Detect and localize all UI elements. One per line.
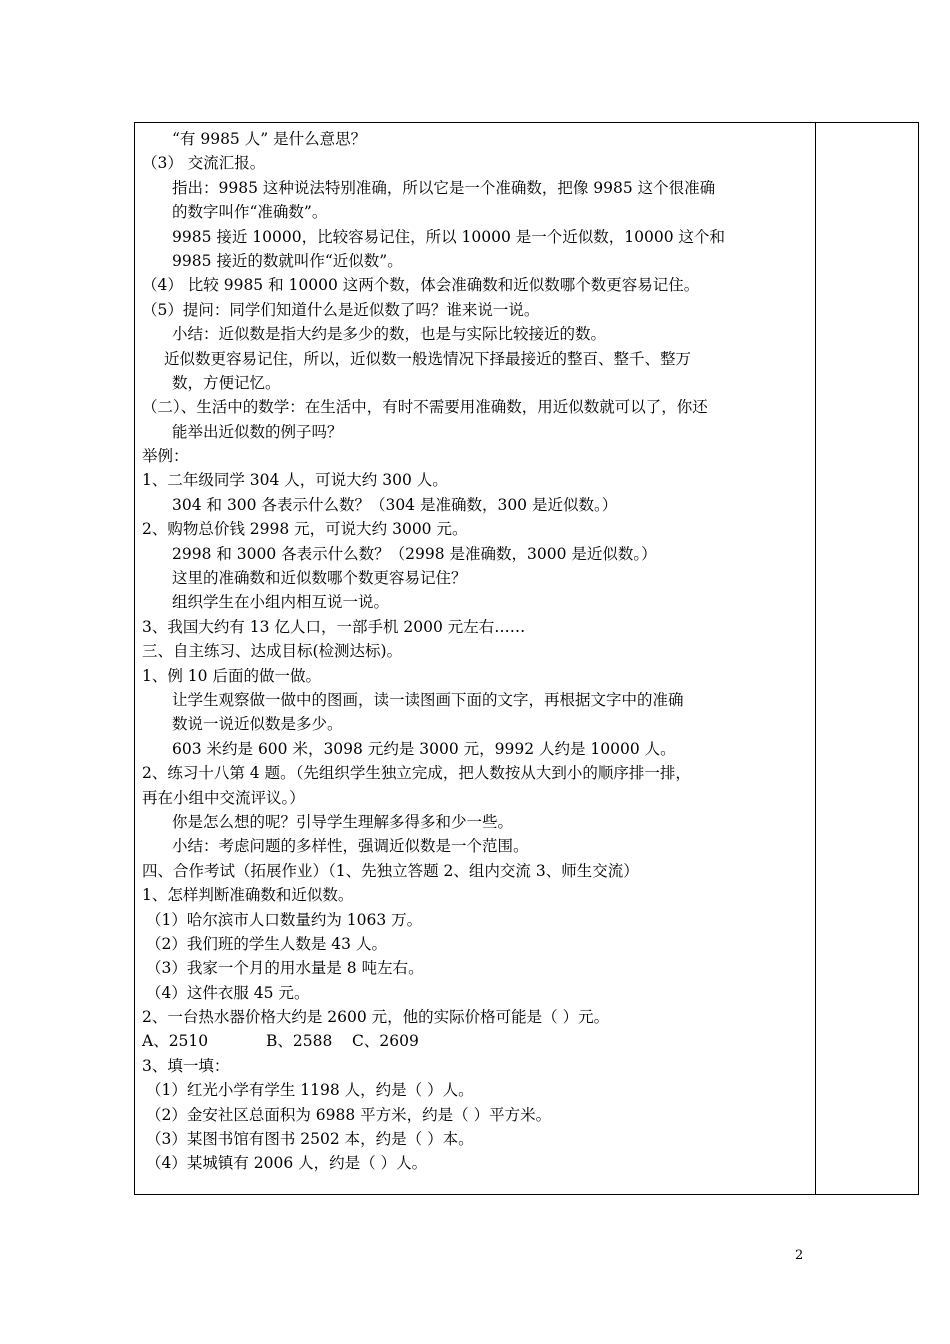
text-line: 1、二年级同学 304 人，可说大约 300 人。	[142, 471, 448, 490]
text-line: 举例：	[142, 447, 189, 466]
fill-in-block	[142, 1054, 810, 1176]
page-number: 2	[795, 1248, 804, 1263]
text-line: 304 和 300 各表示什么数？（304 是准确数，300 是近似数。）	[172, 495, 618, 514]
text-line: （4）这件衣服 45 元。	[146, 983, 310, 1002]
text-line: 四、合作考试（拓展作业）（1、先独立答题 2、组内交流 3、师生交流）	[142, 861, 639, 880]
lesson-content	[142, 127, 810, 1176]
text-line: 这里的准确数和近似数哪个数更容易记住？	[172, 569, 467, 588]
text-line: 小结：考虑问题的多样性，强调近似数是一个范围。	[172, 837, 529, 856]
text-line: 小结：近似数是指大约是多少的数，也是与实际比较接近的数。	[172, 325, 607, 344]
choice-a: A、2510	[142, 1032, 209, 1051]
text-line: “有 9985 人” 是什么意思？	[172, 130, 367, 148]
choice-b: B、2588	[266, 1032, 333, 1051]
text-line: 3、填一填：	[142, 1056, 230, 1075]
text-line: 能举出近似数的例子吗？	[172, 422, 343, 441]
text-line: 603 米约是 600 米，3098 元约是 3000 元，9992 人约是 10000 人。	[172, 739, 676, 758]
table-column-divider	[815, 122, 816, 1195]
choice-c: C、2609	[352, 1032, 419, 1051]
text-line: 近似数更容易记住，所以，近似数一般选情况下择最接近的整百、整千、整万	[164, 349, 692, 368]
text-line: 指出：9985 这种说法特别准确，所以它是一个准确数，把像 9985 这个很准确	[172, 178, 716, 197]
text-line: 数说一说近似数是多少。	[172, 715, 343, 734]
answer-choices	[142, 1029, 810, 1053]
text-line: （2）我们班的学生人数是 43 人。	[146, 934, 387, 953]
text-line: （3）某图书馆有图书 2502 本，约是（ ）本。	[146, 1130, 474, 1149]
text-line: （4）某城镇有 2006 人，约是（ ）人。	[146, 1154, 428, 1173]
text-line: 组织学生在小组内相互说一说。	[172, 593, 390, 612]
text-line: 2998 和 3000 各表示什么数？（2998 是准确数，3000 是近似数。）	[172, 544, 657, 563]
text-line: 的数字叫作“准确数”。	[172, 203, 328, 222]
text-line: 三、自主练习、达成目标(检测达标)。	[142, 642, 403, 661]
text-line: 1、例 10 后面的做一做。	[142, 666, 321, 685]
text-line: 9985 接近 10000，比较容易记住，所以 10000 是一个近似数，10000 这个和	[172, 227, 726, 246]
text-line: （1）红光小学有学生 1198 人，约是（ ）人。	[146, 1081, 474, 1100]
main-text-block	[142, 127, 810, 1029]
text-line: （二）、生活中的数学：在生活中，有时不需要用准确数，用近似数就可以了，你还	[142, 398, 708, 417]
text-line: 2、购物总价钱 2998 元，可说大约 3000 元。	[142, 520, 468, 539]
text-line: 2、一台热水器价格大约是 2600 元，他的实际价格可能是（ ）元。	[142, 1008, 610, 1027]
text-line: （5）提问：同学们知道什么是近似数了吗？谁来说一说。	[142, 300, 540, 319]
text-line: （2）金安社区总面积为 6988 平方米，约是（ ）平方米。	[146, 1105, 552, 1124]
text-line: 1、怎样判断准确数和近似数。	[142, 886, 354, 905]
text-line: 数，方便记忆。	[172, 373, 281, 392]
text-line: （3） 交流汇报。	[142, 154, 266, 173]
text-line: 3、我国大约有 13 亿人口，一部手机 2000 元左右……	[142, 617, 526, 636]
text-line: 让学生观察做一做中的图画，读一读图画下面的文字，再根据文字中的准确	[172, 690, 684, 709]
text-line: （3）我家一个月的用水量是 8 吨左右。	[146, 959, 424, 978]
text-line: （4） 比较 9985 和 10000 这两个数，体会准确数和近似数哪个数更容易记住。	[142, 276, 700, 295]
text-line: 再在小组中交流评议。）	[142, 788, 305, 807]
text-line: 你是怎么想的呢？引导学生理解多得多和少一些。	[172, 812, 514, 831]
text-line: 9985 接近的数就叫作“近似数”。	[172, 251, 403, 270]
text-line: 2、练习十八第 4 题。（先组织学生独立完成，把人数按从大到小的顺序排一排，	[142, 764, 691, 783]
text-line: （1）哈尔滨市人口数量约为 1063 万。	[146, 910, 423, 929]
